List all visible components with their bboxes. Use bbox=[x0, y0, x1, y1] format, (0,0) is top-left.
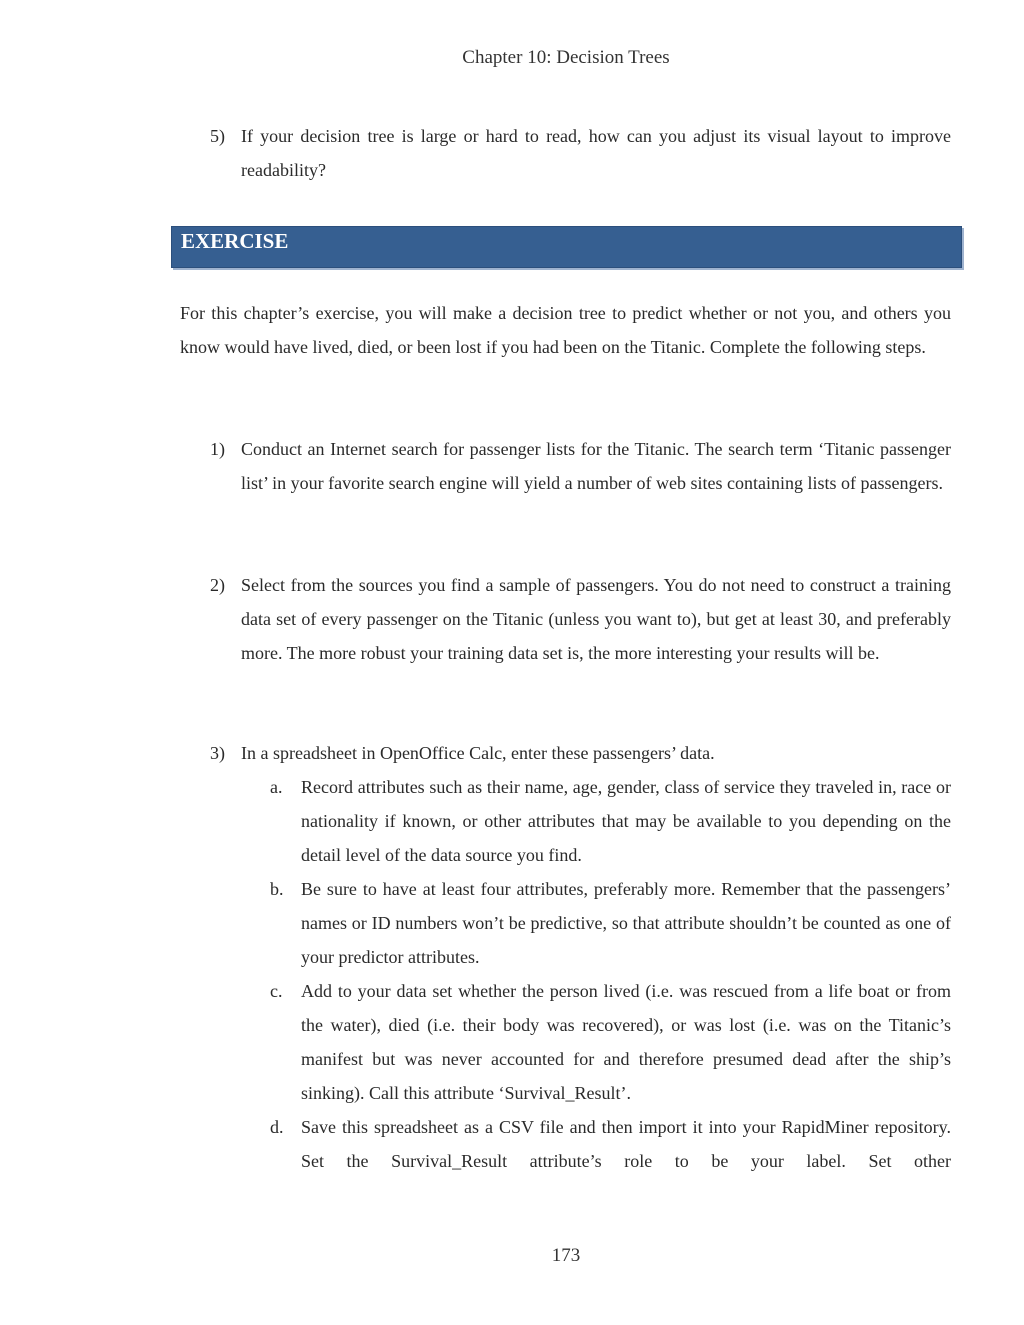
step-2 bbox=[210, 568, 951, 670]
substep-text: Add to your data set whether the person lived (i.e. was rescued from a life boat or from the water), died (i.e. their body was recovered), or was lost (i.e. was on the Titanic’s manifest but was never accounted for and therefore presumed dead after the ship’s sinking). Call this attribute ‘Survival_Result’. bbox=[301, 981, 951, 1103]
substep-c bbox=[270, 974, 951, 1110]
substep-letter: d. bbox=[270, 1117, 284, 1137]
step-text: Select from the sources you find a sample of passengers. You do not need to construct a training data set of every passenger on the Titanic (unless you want to), but get at least 30, and preferably more. The more robust your training data set is, the more interesting your results will be. bbox=[241, 575, 951, 663]
substep-text: Be sure to have at least four attributes, preferably more. Remember that the passengers’ names or ID numbers won’t be predictive, so that attribute shouldn’t be counted as one of your predictor attributes. bbox=[301, 879, 951, 967]
question-number: 5) bbox=[210, 126, 225, 146]
step-number: 1) bbox=[210, 439, 225, 459]
exercise-intro: For this chapter’s exercise, you will make a decision tree to predict whether or not you, and others you know would have lived, died, or been lost if you had been on the Titanic. Complete the following steps. bbox=[180, 303, 951, 357]
running-header: Chapter 10: Decision Trees bbox=[462, 47, 670, 68]
step-3 bbox=[210, 736, 951, 770]
substep-b bbox=[270, 872, 951, 974]
step-text: Conduct an Internet search for passenger lists for the Titanic. The search term ‘Titanic passenger list’ in your favorite search engine will yield a number of web sites containing lists of passengers. bbox=[241, 439, 951, 493]
step-number: 3) bbox=[210, 743, 225, 763]
step-text: In a spreadsheet in OpenOffice Calc, enter these passengers’ data. bbox=[241, 743, 715, 763]
question-text: If your decision tree is large or hard to read, how can you adjust its visual layout to improve readability? bbox=[241, 126, 951, 180]
step-number: 2) bbox=[210, 575, 225, 595]
step-1 bbox=[210, 432, 951, 500]
substep-letter: a. bbox=[270, 777, 283, 797]
substep-letter: b. bbox=[270, 879, 284, 899]
page-number: 173 bbox=[551, 1245, 581, 1266]
substep-d bbox=[270, 1110, 951, 1178]
substep-letter: c. bbox=[270, 981, 283, 1001]
substep-text: Save this spreadsheet as a CSV file and then import it into your RapidMiner repository. Set the Survival_Result attribute’s role to be your label. Set other bbox=[301, 1117, 951, 1171]
question-5 bbox=[210, 119, 951, 187]
exercise-banner bbox=[171, 226, 962, 268]
exercise-heading: EXERCISE bbox=[181, 229, 289, 253]
substep-a bbox=[270, 770, 951, 872]
substep-text: Record attributes such as their name, age, gender, class of service they traveled in, race or nationality if known, or other attributes that may be available to you depending on the detail level of the data source you find. bbox=[301, 777, 951, 865]
